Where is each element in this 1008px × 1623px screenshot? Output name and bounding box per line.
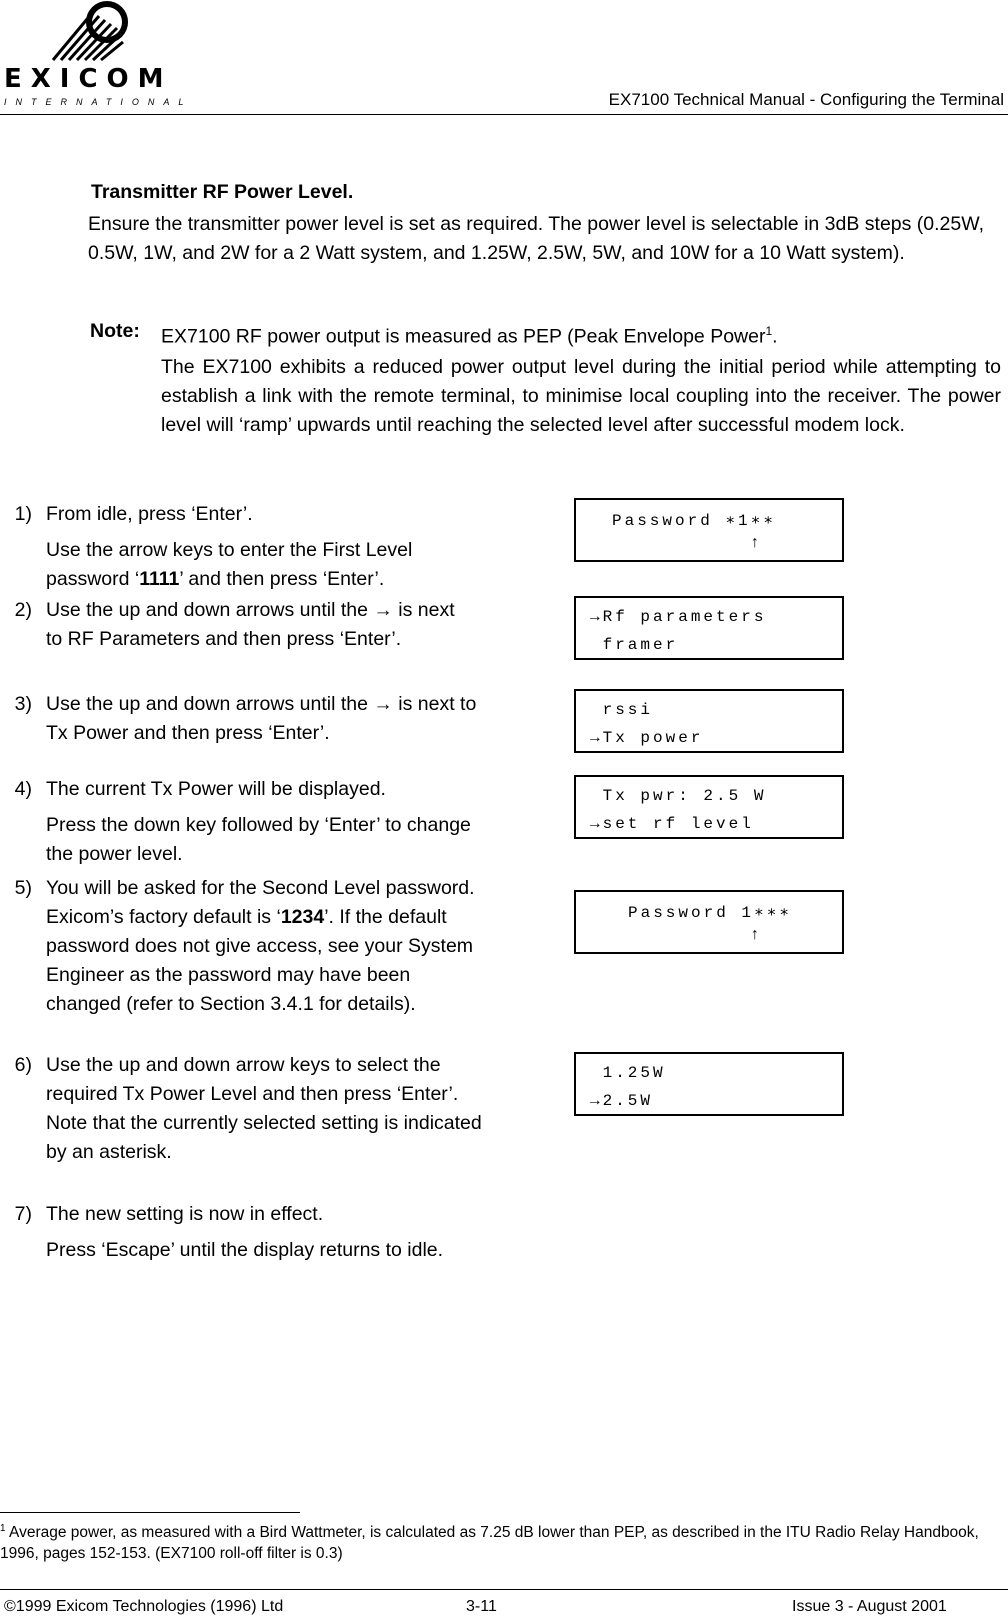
note-line: EX7100 RF power output is measured as PEP (Peak Envelope Power$^1$. <box>161 324 778 348</box>
note-paragraph: The EX7100 exhibits a reduced power output level during the initial period while attempting to establish a link with the remote terminal, to minimise local coupling into the receiver. The power level will ‘ramp’ upwards until reaching the selected level after successful modem lock. <box>161 356 1001 436</box>
lcd-power-level: 1.25W →2.5W <box>574 1052 844 1116</box>
footer-copyright: ©1999 Exicom Technologies (1996) Ltd <box>4 1598 284 1615</box>
section-heading: Transmitter RF Power Level. <box>91 181 354 203</box>
footnote: $^1$ Average power, as measured with a Bird Wattmeter, is calculated as 7.25 dB lower than PEP, as described in the ITU Radio Relay Handbook, 1996, pages 152-153. (EX7100 roll-off filter is 0.3) <box>0 1523 979 1563</box>
lcd-password-1: Password ∗1∗∗ ↑ <box>574 498 844 562</box>
intro-paragraph: Ensure the transmitter power level is set as required. The power level is selectable in 3dB steps (0.25W, 0.5W, 1W, and 2W for a 2 Watt system, and 1.25W, 2.5W, 5W, and 10W for a 10 Watt system). <box>88 213 984 264</box>
lcd-tx-power-menu: rssi →Tx power <box>574 689 844 753</box>
footer-issue: Issue 3 - August 2001 <box>792 1598 947 1615</box>
header-title: EX7100 Technical Manual - Configuring the Terminal <box>608 90 1004 109</box>
footer-rule <box>0 1589 1008 1590</box>
lcd-rf-parameters: →Rf parameters framer <box>574 596 844 660</box>
lcd-password-2: Password 1∗∗∗ ↑ <box>574 890 844 954</box>
footnote-rule <box>0 1512 300 1513</box>
logo-wordmark: EXICOM <box>4 64 173 94</box>
logo-subtitle: INTERNATIONAL <box>4 97 193 107</box>
note-label: Note: <box>90 320 140 342</box>
footer-page-number: 3-11 <box>466 1598 497 1615</box>
steps-list: 1) From idle, press ‘Enter’. Use the arrow keys to enter the First Level password ‘1111’ and then press ‘Enter’. 2) Use the up and down arrows until the → is next to RF Parameters and then press ‘Enter’. 3) Use the up and down arrows until the → is next to Tx Power and then press ‘Enter’. 4) The current Tx Power will be displayed. Press the down key followed by ‘Enter’ to change the power level. 5) You will be asked for the Second Level password. Exicom’s factory default is ‘1234’. If the default password does not give access, see your System Engineer as the password may have been changed (refer to Section 3.4.1 for details). 6) Use the up and down arrow keys to select the required Tx Power Level and then press ‘Enter’. Note that the currently selected setting is indicated by an asterisk. 7) The new setting is now in effect. Press ‘Escape’ until the display returns to idle. <box>14 503 482 1261</box>
note-footnote-ref: 1 <box>765 324 773 338</box>
lcd-tx-pwr: Tx pwr: 2.5 W →set rf level <box>574 775 844 839</box>
